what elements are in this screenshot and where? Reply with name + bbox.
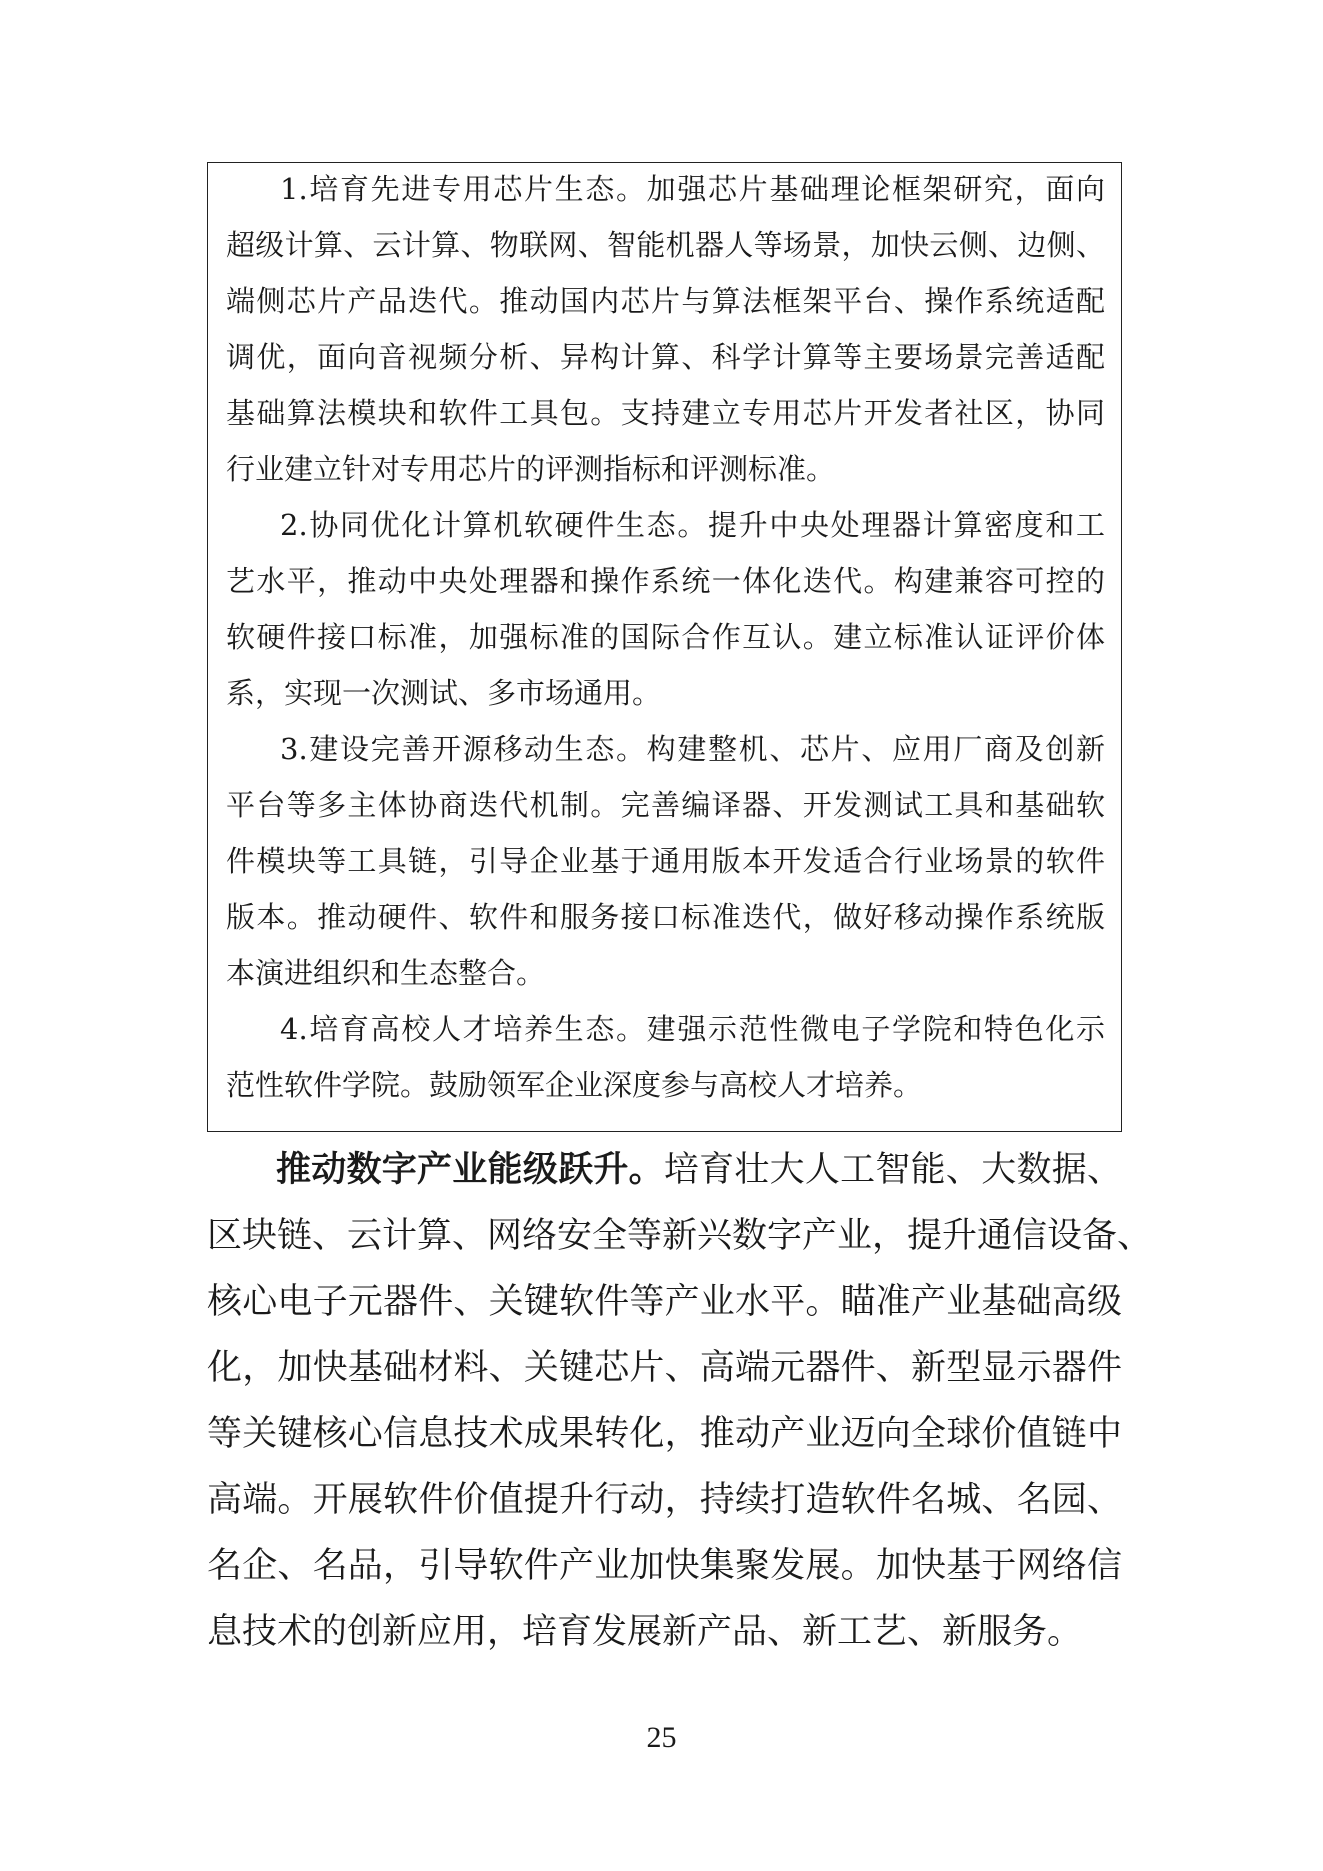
box-line: 行业建立针对专用芯片的评测指标和评测标准。 xyxy=(226,452,836,486)
box-line: 端侧芯片产品迭代。推动国内芯片与算法框架平台、操作系统适配 xyxy=(226,284,1105,318)
box-line-item-3-heading: 3.建设完善开源移动生态。构建整机、芯片、应用厂商及创新 xyxy=(280,732,1105,766)
box-line: 调优，面向音视频分析、异构计算、科学计算等主要场景完善适配 xyxy=(226,340,1105,374)
box-line: 艺水平，推动中央处理器和操作系统一体化迭代。构建兼容可控的 xyxy=(226,564,1105,598)
body-line: 区块链、云计算、网络安全等新兴数字产业，提升通信设备、 xyxy=(207,1216,1153,1256)
paragraph-first-line-text: 培育壮大人工智能、大数据、 xyxy=(663,1150,1122,1190)
box-line: 基础算法模块和软件工具包。支持建立专用芯片开发者社区，协同 xyxy=(226,396,1105,430)
body-line: 等关键核心信息技术成果转化，推动产业迈向全球价值链中 xyxy=(207,1414,1122,1454)
box-line-item-2-heading: 2.协同优化计算机软硬件生态。提升中央处理器计算密度和工 xyxy=(280,508,1105,542)
body-line: 息技术的创新应用，培育发展新产品、新工艺、新服务。 xyxy=(207,1612,1083,1652)
box-line: 系，实现一次测试、多市场通用。 xyxy=(226,676,662,710)
box-line: 版本。推动硬件、软件和服务接口标准迭代，做好移动操作系统版 xyxy=(226,900,1105,934)
body-line: 化，加快基础材料、关键芯片、高端元器件、新型显示器件 xyxy=(207,1348,1122,1388)
box-line: 平台等多主体协商迭代机制。完善编译器、开发测试工具和基础软 xyxy=(226,788,1105,822)
paragraph-lead-heading: 推动数字产业能级跃升。 xyxy=(276,1149,664,1190)
box-line: 软硬件接口标准，加强标准的国际合作互认。建立标准认证评价体 xyxy=(226,620,1105,654)
box-line: 本演进组织和生态整合。 xyxy=(226,956,546,990)
box-line: 超级计算、云计算、物联网、智能机器人等场景，加快云侧、边侧、 xyxy=(226,228,1105,262)
box-line: 范性软件学院。鼓励领军企业深度参与高校人才培养。 xyxy=(226,1068,923,1102)
body-paragraph-first-line xyxy=(276,1144,1122,1196)
boxed-text-panel xyxy=(207,162,1122,1132)
body-line: 核心电子元器件、关键软件等产业水平。瞄准产业基础高级 xyxy=(207,1282,1122,1322)
box-line-item-4-heading: 4.培育高校人才培养生态。建强示范性微电子学院和特色化示 xyxy=(280,1012,1105,1046)
page-number: 25 xyxy=(646,1721,677,1754)
box-line-item-1-heading: 1.培育先进专用芯片生态。加强芯片基础理论框架研究，面向 xyxy=(280,172,1105,206)
body-line: 名企、名品，引导软件产业加快集聚发展。加快基于网络信 xyxy=(207,1546,1122,1586)
body-line: 高端。开展软件价值提升行动，持续打造软件名城、名园、 xyxy=(207,1480,1122,1520)
box-line: 件模块等工具链，引导企业基于通用版本开发适合行业场景的软件 xyxy=(226,844,1105,878)
